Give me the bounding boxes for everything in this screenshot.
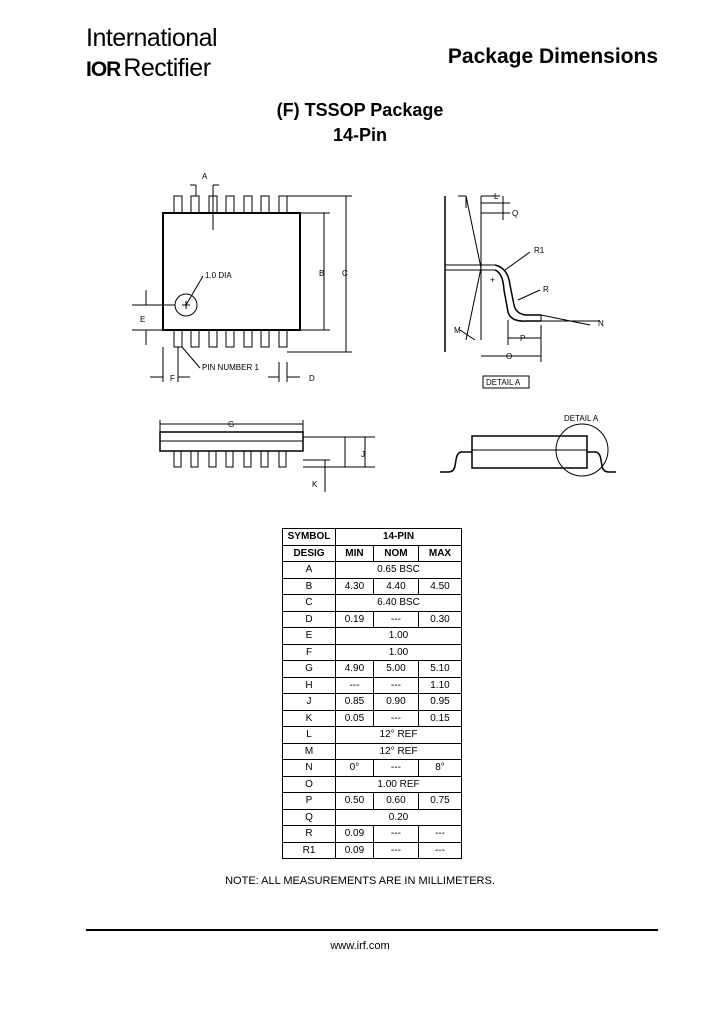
row-nom: --- [373,826,418,843]
dim-label-k: K [312,480,318,489]
pin1-label: PIN NUMBER 1 [202,363,259,372]
row-nom: 0.90 [373,694,418,711]
row-symbol: C [283,595,336,612]
table-row [283,710,462,727]
row-value: 1.00 [336,628,462,645]
dim-label-q: Q [512,209,519,218]
row-min: 0.19 [336,611,374,628]
dim-label-a: A [202,172,208,181]
table-row [283,611,462,628]
row-nom: --- [373,677,418,694]
ir-logo-mark: IOR [86,58,121,81]
table-row [283,793,462,810]
row-symbol: Q [283,809,336,826]
dim-label-c: C [342,269,348,278]
company-name-line1: International [86,24,218,52]
row-symbol: J [283,694,336,711]
row-min: 0.09 [336,842,374,859]
desig-header: DESIG [283,545,336,562]
row-value: 6.40 BSC [336,595,462,612]
package-pin-count: 14-Pin [332,125,388,145]
section-title: Package Dimensions [447,45,658,68]
row-max: 0.75 [418,793,461,810]
row-nom: --- [373,842,418,859]
table-row [283,743,462,760]
dim-label-r1: R1 [534,246,545,255]
row-nom: --- [373,760,418,777]
row-nom: 4.40 [373,578,418,595]
table-row [283,562,462,579]
dim-label-n: N [598,319,604,328]
row-max: --- [418,826,461,843]
dim-label-e: E [140,315,146,324]
row-symbol: B [283,578,336,595]
row-max: 8° [418,760,461,777]
row-value: 12° REF [336,727,462,744]
dim-label-f: F [170,374,175,383]
row-min: 4.30 [336,578,374,595]
dim-label-b: B [319,269,325,278]
table-row [283,760,462,777]
package-title: (F) TSSOP Package [276,100,444,120]
plus-mark: + [490,275,496,285]
dim-label-p: P [520,334,526,343]
row-value: 1.00 [336,644,462,661]
side-view-pins [174,451,286,467]
row-symbol: K [283,710,336,727]
row-value: 12° REF [336,743,462,760]
row-symbol: A [283,562,336,579]
min-header: MIN [336,545,374,562]
row-symbol: O [283,776,336,793]
row-max: 0.15 [418,710,461,727]
pin1-diameter-label: 1.0 DIA [205,271,232,280]
row-min: 4.90 [336,661,374,678]
row-symbol: H [283,677,336,694]
row-min: 0.05 [336,710,374,727]
row-max: 0.95 [418,694,461,711]
row-value: 1.00 REF [336,776,462,793]
row-nom: 0.60 [373,793,418,810]
row-nom: --- [373,710,418,727]
footer-divider [86,929,658,931]
row-symbol: E [283,628,336,645]
table-row [283,661,462,678]
row-min: 0.85 [336,694,374,711]
row-symbol: P [283,793,336,810]
symbol-header: SYMBOL [283,529,336,546]
top-view-pins-bottom [174,330,287,347]
row-symbol: D [283,611,336,628]
pin-header: 14-PIN [336,529,462,546]
row-min: 0.50 [336,793,374,810]
dim-label-r: R [543,285,549,294]
table-row [283,842,462,859]
table-row [283,578,462,595]
detail-a-side-body [472,436,587,468]
table-row [283,694,462,711]
row-symbol: R1 [283,842,336,859]
table-row [283,677,462,694]
row-symbol: M [283,743,336,760]
detail-a-label: DETAIL A [564,414,599,423]
row-value: 0.20 [336,809,462,826]
row-symbol: G [283,661,336,678]
row-symbol: F [283,644,336,661]
footer-url[interactable]: www.irf.com [330,940,390,952]
table-row [283,776,462,793]
dimensions-table-body [283,562,462,859]
row-min: 0° [336,760,374,777]
row-min: 0.09 [336,826,374,843]
nom-header: NOM [373,545,418,562]
table-row [283,644,462,661]
row-nom: --- [373,611,418,628]
table-row [283,595,462,612]
row-symbol: R [283,826,336,843]
row-nom: 5.00 [373,661,418,678]
table-row [283,628,462,645]
row-max: 5.10 [418,661,461,678]
dim-label-m: M [454,326,461,335]
row-max: --- [418,842,461,859]
dim-label-o: O [506,352,513,361]
company-name-line2: Rectifier [123,54,211,82]
dimensions-table [282,528,462,859]
row-max: 0.30 [418,611,461,628]
measurement-note: NOTE: ALL MEASUREMENTS ARE IN MILLIMETERS. [225,875,495,887]
row-symbol: N [283,760,336,777]
row-min: --- [336,677,374,694]
dim-label-d: D [309,374,315,383]
dim-label-l: L [494,192,499,201]
row-max: 4.50 [418,578,461,595]
max-header: MAX [418,545,461,562]
row-symbol: L [283,727,336,744]
table-row [283,826,462,843]
row-value: 0.65 BSC [336,562,462,579]
detail-a-box-label: DETAIL A [486,378,521,387]
row-max: 1.10 [418,677,461,694]
dim-label-j: J [361,450,365,459]
table-row [283,809,462,826]
top-view-pins-top [174,196,287,213]
table-row [283,727,462,744]
dim-label-g: G [228,420,235,429]
